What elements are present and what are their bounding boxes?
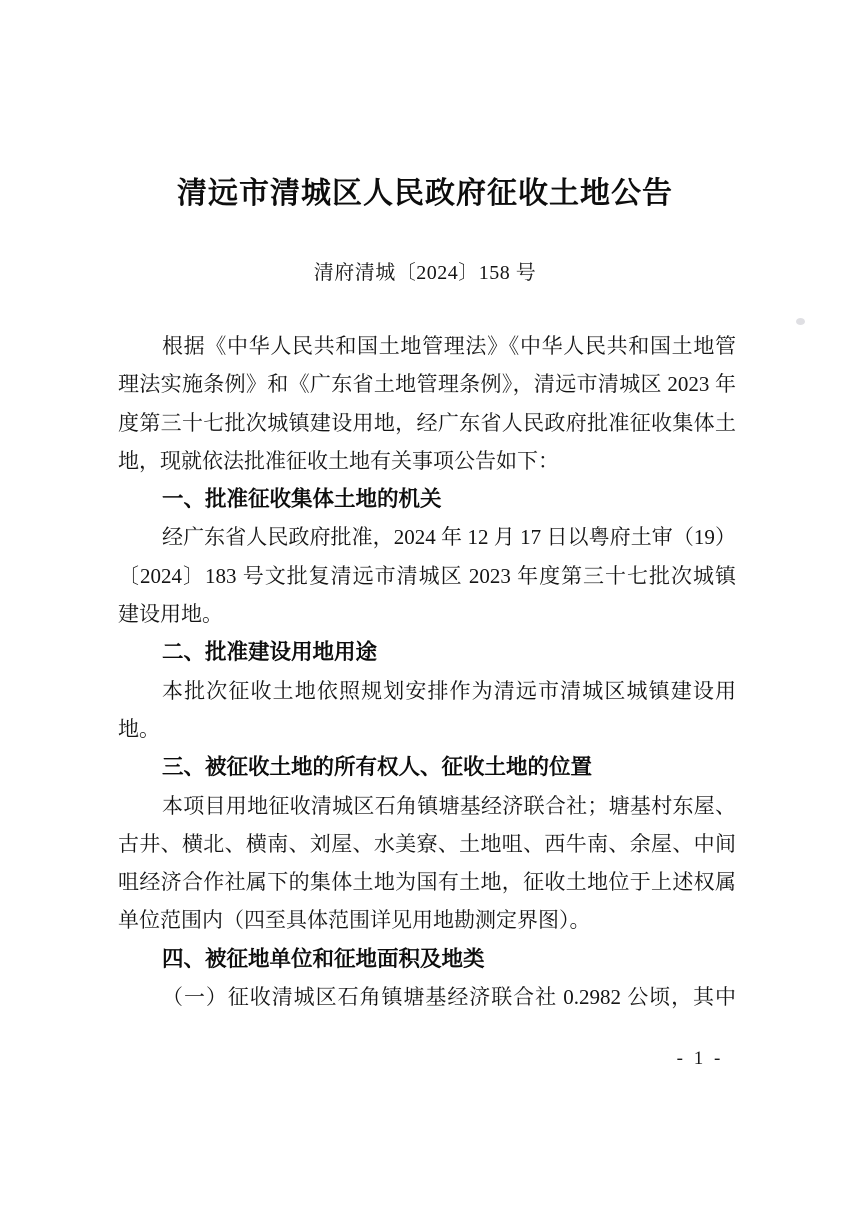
text-line: 理法实施条例》和《广东省土地管理条例》，清远市清城区 2023 年 xyxy=(118,372,736,397)
text-line: 建设用地。 xyxy=(118,602,223,627)
section-heading: 四、被征地单位和征地面积及地类 xyxy=(162,946,485,971)
text-line: 咀经济合作社属下的集体土地为国有土地，征收土地位于上述权属 xyxy=(118,870,736,895)
text-line: 度第三十七批次城镇建设用地，经广东省人民政府批准征收集体土 xyxy=(118,410,736,435)
scan-artifact xyxy=(796,318,805,325)
page-number: - 1 - xyxy=(676,1048,724,1069)
text-line: 地，现就依法批准征收土地有关事项公告如下： xyxy=(118,448,559,473)
document-body xyxy=(118,327,736,1016)
text-line: 根据《中华人民共和国土地管理法》《中华人民共和国土地管 xyxy=(162,334,736,358)
text-line: 地。 xyxy=(118,716,160,741)
text-line: 单位范围内（四至具体范围详见用地勘测定界图）。 xyxy=(118,908,591,933)
text-line: 〔2024〕183 号文批复清远市清城区 2023 年度第三十七批次城镇 xyxy=(118,563,736,588)
document-title: 清远市清城区人民政府征收土地公告 xyxy=(177,177,673,210)
section-heading: 二、批准建设用地用途 xyxy=(162,640,378,665)
text-line: 古井、横北、横南、刘屋、水美寮、土地咀、西牛南、余屋、中间 xyxy=(118,831,736,856)
section-heading: 一、批准征收集体土地的机关 xyxy=(162,487,442,512)
document-number: 清府清城〔2024〕158 号 xyxy=(313,262,537,284)
text-line: （一）征收清城区石角镇塘基经济联合社 0.2982 公顷，其中 xyxy=(162,985,736,1010)
text-line: 经广东省人民政府批准，2024 年 12 月 17 日以粤府土审（19） xyxy=(162,525,736,550)
text-line: 本批次征收土地依照规划安排作为清远市清城区城镇建设用 xyxy=(162,678,736,703)
section-heading: 三、被征收土地的所有权人、征收土地的位置 xyxy=(162,755,593,780)
text-line: 本项目用地征收清城区石角镇塘基经济联合社；塘基村东屋、 xyxy=(162,793,736,818)
